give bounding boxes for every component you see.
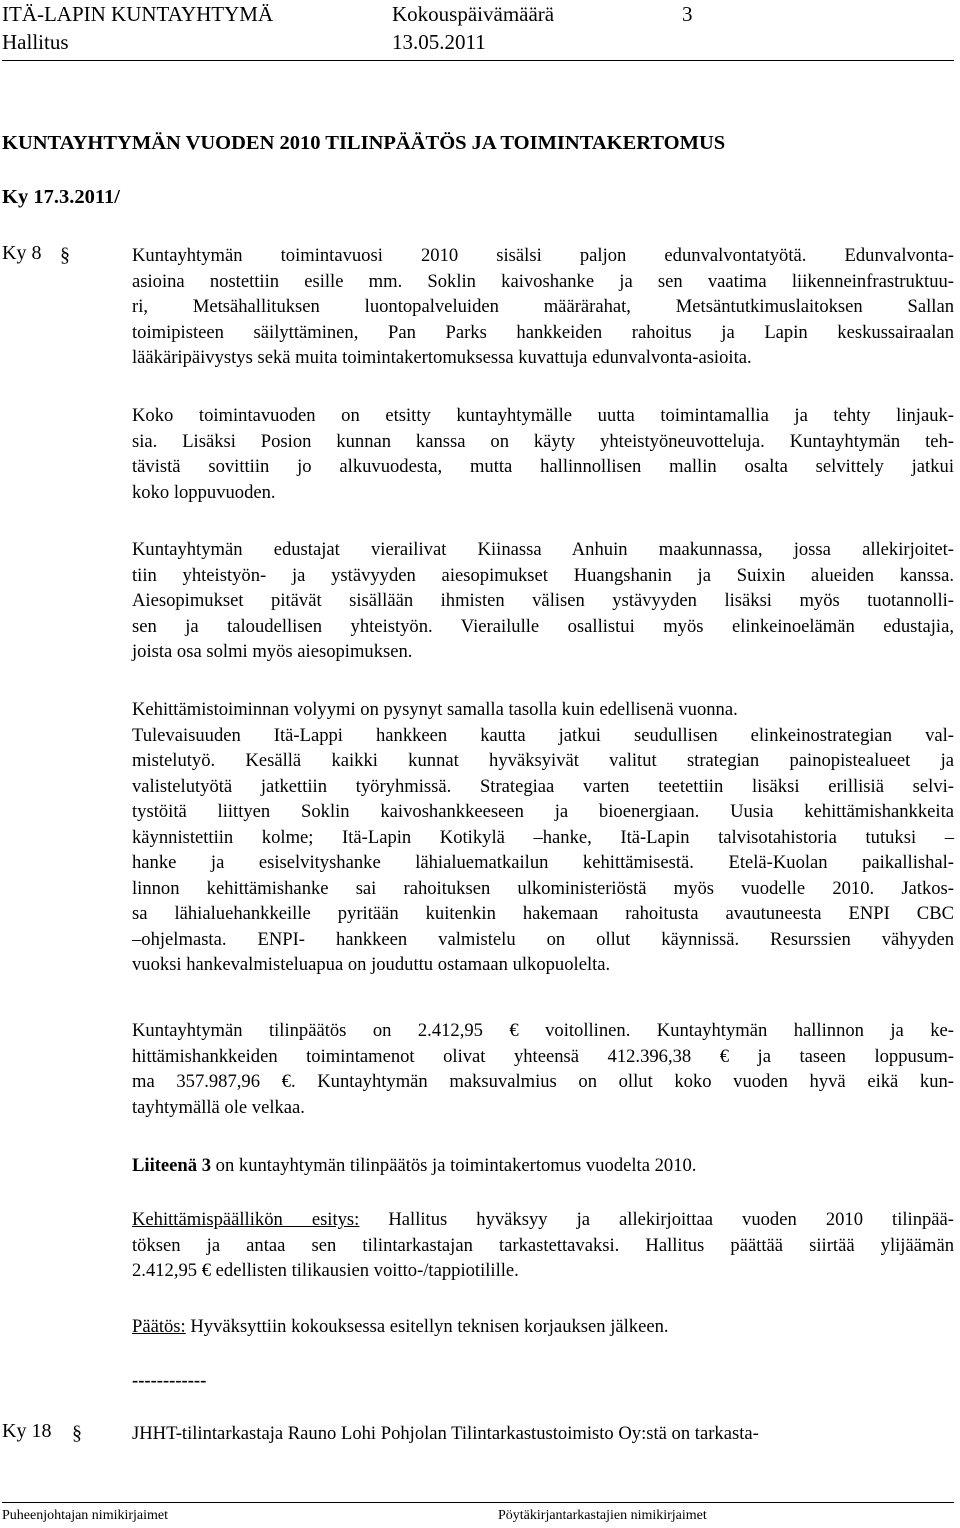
paragraph-line: asioina nostettiin esille mm. Soklin kaivoshanke ja sen vaatima liikenneinfrastruktuu-	[132, 270, 954, 292]
paragraph-line: –ohjelmasta. ENPI- hankkeen valmistelu on ollut käynnissä. Resurssien vähyyden	[132, 928, 954, 950]
paragraph-line: sen ja taloudellisen yhteistyön. Vierailulle osallistui myös elinkeinoelämän edustajia,	[132, 615, 954, 637]
paragraph-line: ri, Metsähallituksen luontopalveluiden määrärahat, Metsäntutkimuslaitoksen Sallan	[132, 296, 954, 317]
next-item-label: Ky 18	[2, 1420, 52, 1442]
section-ref: Ky 17.3.2011/	[2, 186, 120, 208]
paragraph-line: linnon kehittämishanke sai rahoituksen ulkoministeriöstä myös vuodelle 2010. Jatkos-	[132, 877, 954, 899]
paragraph-line: ma 357.987,96 €. Kuntayhtymän maksuvalmius on ollut koko vuoden hyvä eikä kun-	[132, 1071, 954, 1092]
section-title: KUNTAYHTYMÄN VUODEN 2010 TILINPÄÄTÖS JA TOIMINTAKERTOMUS	[2, 132, 726, 154]
decision-label: Päätös:	[132, 1316, 186, 1337]
paragraph-line: Kuntayhtymän toimintavuosi 2010 sisälsi paljon edunvalvontatyötä. Edunvalvonta-	[132, 245, 954, 266]
proposal-line-2: töksen ja antaa sen tilintarkastajan tarkastettavaksi. Hallitus päättää siirtää ylijäämän	[132, 1234, 954, 1256]
proposal-line-3: 2.412,95 € edellisten tilikausien voitto-/tappiotilille.	[132, 1260, 519, 1281]
separator: ------------	[132, 1370, 207, 1391]
header-date: 13.05.2011	[392, 30, 486, 54]
paragraph-5	[132, 1018, 954, 1120]
attachment-line	[132, 1153, 696, 1179]
paragraph-line: joista osa solmi myös aiesopimuksen.	[132, 641, 413, 662]
paragraph-1	[132, 243, 954, 371]
paragraph-line: vuoksi hankevalmisteluapua on jouduttu ostamaan ulkopuolelta.	[132, 954, 611, 975]
attachment-text: on kuntayhtymän tilinpäätös ja toimintakertomus vuodelta 2010.	[211, 1155, 697, 1176]
paragraph-line: Kuntayhtymän edustajat vierailivat Kiinassa Anhuin maakunnassa, jossa allekirjoitet-	[132, 539, 954, 560]
paragraph-line: Koko toimintavuoden on etsitty kuntayhtymälle uutta toimintamallia ja tehty linjauk-	[132, 405, 954, 426]
attachment-label: Liiteenä 3	[132, 1155, 212, 1176]
paragraph-line: valistelutyötä jatkettiin työryhmissä. Strategiaa varten teetettiin lisäksi erillisiä selvi-	[132, 775, 954, 797]
item-label: Ky 8	[2, 242, 42, 264]
paragraph-line: käynnistettiin kolme; Itä-Lapin Kotikylä –hanke, Itä-Lapin talvisotahistoria tutuksi –	[132, 826, 954, 848]
paragraph-line: tävistä sovittiin jo alkuvuodesta, mutta hallinnollisen mallin osalta selvittely jatkui	[132, 456, 954, 477]
next-section-sign: §	[72, 1422, 82, 1444]
header-meeting-date-label: Kokouspäivämäärä	[392, 2, 555, 26]
footer-rule	[2, 1502, 954, 1503]
footer-right: Pöytäkirjantarkastajien nimikirjaimet	[498, 1508, 707, 1523]
paragraph-line: hanke ja esiselvityshanke lähialuematkailun kehittämisestä. Etelä-Kuolan paikallishal-	[132, 852, 954, 873]
paragraph-line: Kehittämistoiminnan volyymi on pysynyt samalla tasolla kuin edellisenä vuonna.	[132, 699, 738, 720]
section-sign: §	[60, 244, 70, 266]
paragraph-line: lääkäripäivystys sekä muita toimintakertomuksessa kuvattuja edunvalvonta-asioita.	[132, 347, 752, 368]
paragraph-line: hittämishankkeiden toimintamenot olivat yhteensä 412.396,38 € ja taseen loppusum-	[132, 1045, 954, 1067]
proposal-paragraph	[132, 1207, 954, 1284]
decision-line	[132, 1314, 669, 1340]
paragraph-line: tystöitä liittyen Soklin kaivoshankkeeseen ja bioenergiaan. Uusia kehittämishankkeita	[132, 801, 954, 822]
paragraph-2	[132, 403, 954, 505]
paragraph-line: koko loppuvuoden.	[132, 481, 276, 503]
paragraph-line: tiin yhteistyön- ja ystävyyden aiesopimukset Huangshanin ja Suixin alueiden kanssa.	[132, 564, 954, 586]
paragraph-line: Aiesopimukset pitävät sisällään ihmisten välisen ystävyyden lisäksi myös tuotannolli-	[132, 590, 954, 611]
header-org: ITÄ-LAPIN KUNTAYHTYMÄ	[2, 2, 274, 26]
footer-left: Puheenjohtajan nimikirjaimet	[2, 1508, 169, 1523]
proposal-text-1: Hallitus hyväksyy ja allekirjoittaa vuoden 2010 tilinpää-	[359, 1209, 954, 1230]
decision-text: Hyväksyttiin kokouksessa esitellyn teknisen korjauksen jälkeen.	[185, 1316, 669, 1337]
paragraph-line: sia. Lisäksi Posion kunnan kanssa on käyty yhteistyöneuvotteluja. Kuntayhtymän teh-	[132, 430, 954, 452]
next-item-text: JHHT-tilintarkastaja Rauno Lohi Pohjolan Tilintarkastustoimisto Oy:stä on tarkasta-	[132, 1423, 759, 1444]
paragraph-4	[132, 697, 954, 978]
paragraph-3	[132, 537, 954, 665]
paragraph-line: Kuntayhtymän tilinpäätös on 2.412,95 € voitollinen. Kuntayhtymän hallinnon ja ke-	[132, 1020, 954, 1041]
paragraph-line: tayhtymällä ole velkaa.	[132, 1096, 305, 1118]
header-page-number: 3	[682, 2, 693, 26]
header-body: Hallitus	[2, 30, 69, 54]
paragraph-line: mistelutyö. Kesällä kaikki kunnat hyväksyivät valitut strategian painopistealueet ja	[132, 750, 954, 771]
paragraph-line: Tulevaisuuden Itä-Lappi hankkeen kautta jatkui seudullisen elinkeinostrategian val-	[132, 724, 954, 746]
proposal-label: Kehittämispäällikön esitys:	[132, 1209, 360, 1230]
paragraph-line: sa lähialuehankkeille pyritään kuitenkin hakemaan rahoitusta avautuneesta ENPI CBC	[132, 903, 954, 924]
header-rule	[2, 60, 954, 61]
proposal-line-1	[132, 1207, 954, 1233]
paragraph-line: toimipisteen säilyttäminen, Pan Parks hankkeiden rahoitus ja Lapin keskussairaalan	[132, 321, 954, 343]
